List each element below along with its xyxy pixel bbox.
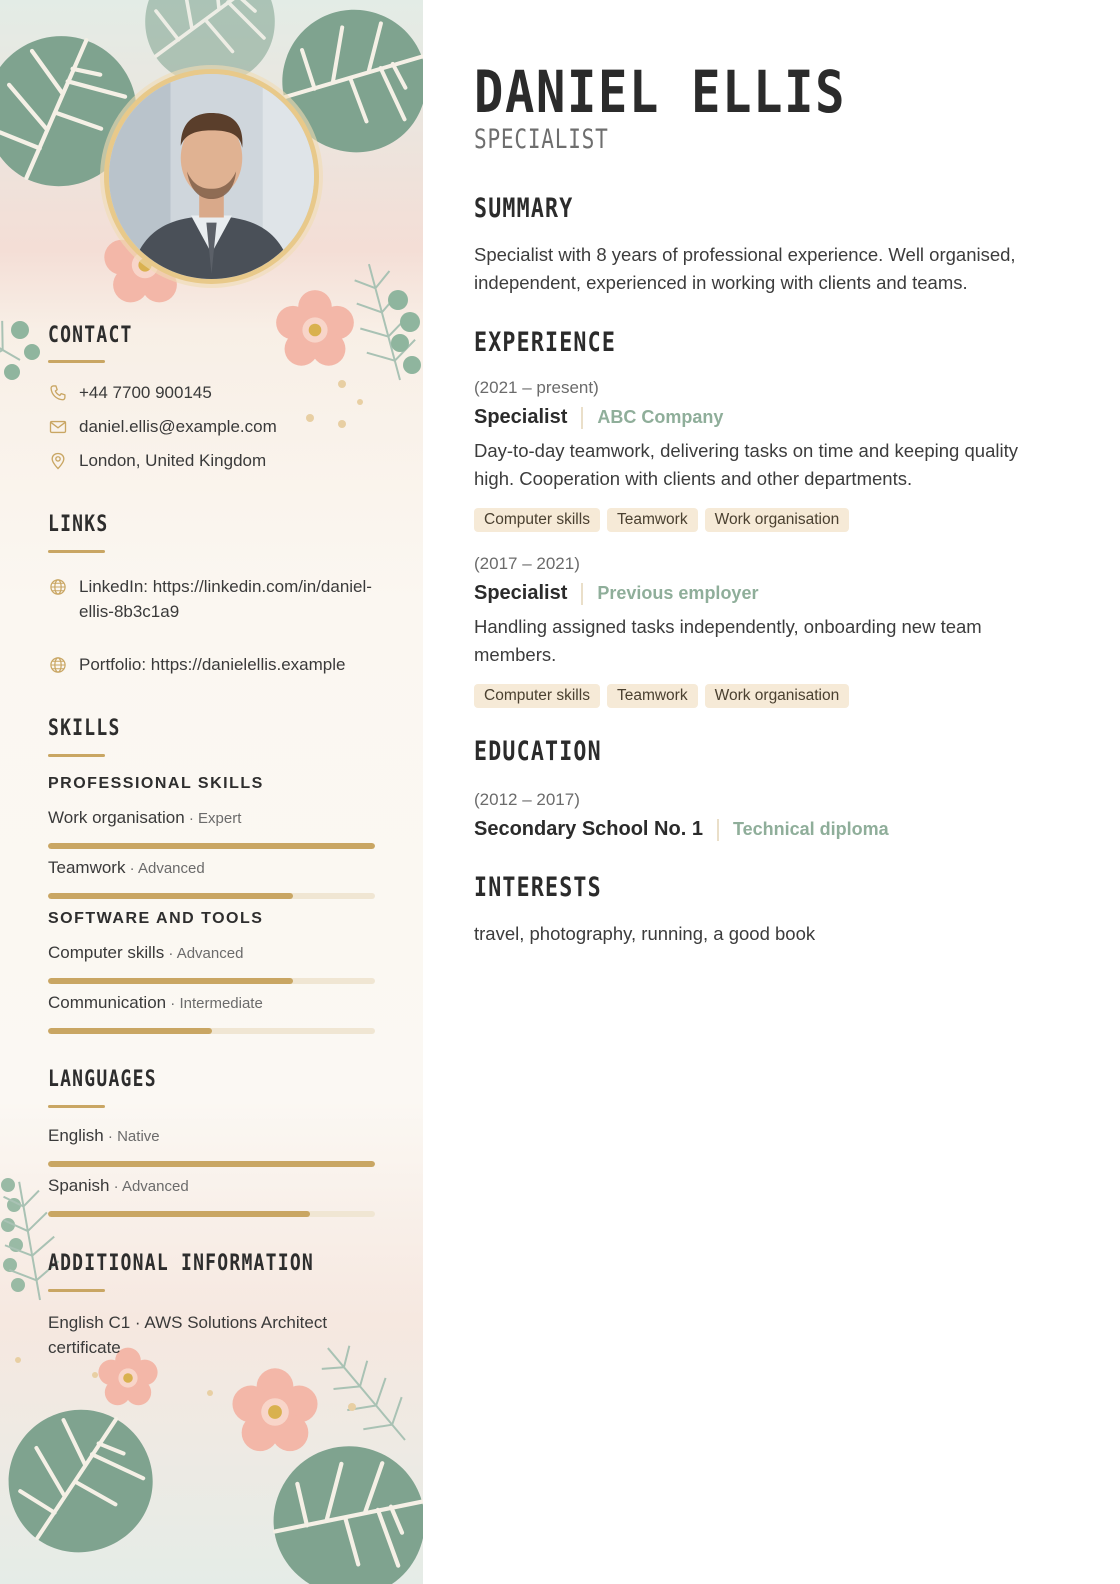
job-tags (474, 684, 849, 708)
languages-heading-rule (48, 1105, 105, 1108)
language-name: English (48, 1126, 104, 1145)
language-level: · Advanced (109, 1178, 189, 1195)
languages-heading: LANGUAGES (48, 1067, 157, 1092)
job-description: Day-to-day teamwork, delivering tasks on time and keeping quality high. Cooperation with clients and other departments. (474, 440, 1018, 489)
job-description: Handling assigned tasks independently, onboarding new team members. (474, 616, 982, 665)
additional-info-heading: ADDITIONAL INFORMATION (48, 1251, 315, 1276)
linkedin-text: LinkedIn: https://linkedin.com/in/daniel-ellis-8b3c1a9 (79, 577, 372, 621)
contact-heading-rule (48, 360, 105, 363)
language-item (48, 1126, 160, 1146)
job-title: Specialist (474, 582, 568, 604)
skill-bar (48, 893, 375, 899)
language-bar-fill (48, 1211, 310, 1217)
job-dates: (2021 – present) (474, 378, 599, 397)
links-heading: LINKS (48, 512, 109, 537)
job-title-line (474, 582, 758, 605)
education-line (474, 818, 889, 841)
skill-tag: Teamwork (607, 508, 698, 532)
contact-heading: CONTACT (48, 323, 133, 348)
candidate-name: DANIEL ELLIS (474, 58, 847, 126)
skills-heading-rule (48, 754, 105, 757)
mail-icon (48, 417, 68, 437)
location-pin-icon (48, 451, 68, 471)
job-company: Previous employer (597, 583, 759, 603)
skill-tag: Computer skills (474, 684, 600, 708)
avatar-portrait-icon (109, 74, 314, 279)
language-bar (48, 1161, 375, 1167)
job-title-line (474, 406, 723, 429)
education-separator (717, 819, 719, 841)
phone-text: +44 7700 900145 (79, 383, 212, 402)
summary-text: Specialist with 8 years of professional experience. Well organised, independent, experienced in working with clients and teams. (474, 244, 1016, 293)
education-heading: EDUCATION (474, 736, 602, 767)
skill-level: · Expert (184, 810, 242, 827)
language-level: · Native (103, 1128, 160, 1145)
software-tools-heading: SOFTWARE AND TOOLS (48, 910, 264, 927)
skill-bar-fill (48, 978, 293, 984)
language-bar-fill (48, 1161, 375, 1167)
globe-icon (48, 655, 68, 675)
experience-heading: EXPERIENCE (474, 327, 617, 358)
skill-name: Communication (48, 993, 167, 1012)
skill-level: · Intermediate (166, 995, 263, 1012)
language-name: Spanish (48, 1176, 110, 1195)
school-name: Secondary School No. 1 (474, 818, 703, 840)
profile-photo (104, 69, 319, 284)
skill-bar (48, 978, 375, 984)
portfolio-text: Portfolio: https://danielellis.example (79, 655, 346, 674)
candidate-role: SPECIALIST (474, 124, 609, 155)
globe-icon (48, 577, 68, 597)
interests-heading: INTERESTS (474, 872, 602, 903)
skill-bar-fill (48, 843, 375, 849)
location-text: London, United Kingdom (79, 451, 267, 470)
phone-icon (48, 383, 68, 403)
contact-phone[interactable] (48, 383, 212, 403)
job-dates: (2017 – 2021) (474, 554, 580, 573)
skill-level: · Advanced (125, 860, 205, 877)
skill-item (48, 858, 205, 878)
summary-heading: SUMMARY (474, 193, 574, 224)
additional-info-text: English C1 · AWS Solutions Architect certificate (48, 1313, 328, 1357)
skill-name: Computer skills (48, 943, 165, 962)
professional-skills-heading: PROFESSIONAL SKILLS (48, 775, 264, 792)
skill-item (48, 993, 263, 1013)
skills-heading: SKILLS (48, 716, 121, 741)
job-separator (581, 583, 583, 605)
additional-info-heading-rule (48, 1289, 105, 1292)
language-bar (48, 1211, 375, 1217)
job-tags (474, 508, 849, 532)
sidebar (0, 0, 423, 1584)
skill-level: · Advanced (164, 945, 244, 962)
language-item (48, 1176, 189, 1196)
education-dates: (2012 – 2017) (474, 790, 580, 809)
skill-tag: Work organisation (705, 684, 850, 708)
contact-email[interactable] (48, 417, 277, 437)
skill-item (48, 943, 243, 963)
email-text: daniel.ellis@example.com (79, 417, 277, 436)
skill-tag: Work organisation (705, 508, 850, 532)
job-company: ABC Company (597, 407, 724, 427)
skill-name: Work organisation (48, 808, 185, 827)
degree-name: Technical diploma (732, 819, 889, 839)
skill-bar (48, 843, 375, 849)
link-linkedin[interactable] (48, 574, 379, 624)
job-title: Specialist (474, 406, 568, 428)
skill-item (48, 808, 241, 828)
skill-name: Teamwork (48, 858, 126, 877)
skill-tag: Teamwork (607, 684, 698, 708)
links-heading-rule (48, 550, 105, 553)
link-portfolio[interactable] (48, 655, 345, 675)
interests-text: travel, photography, running, a good book (474, 923, 816, 944)
job-separator (581, 407, 583, 429)
skill-bar (48, 1028, 375, 1034)
contact-location (48, 451, 266, 471)
skill-bar-fill (48, 1028, 212, 1034)
skill-bar-fill (48, 893, 293, 899)
skill-tag: Computer skills (474, 508, 600, 532)
